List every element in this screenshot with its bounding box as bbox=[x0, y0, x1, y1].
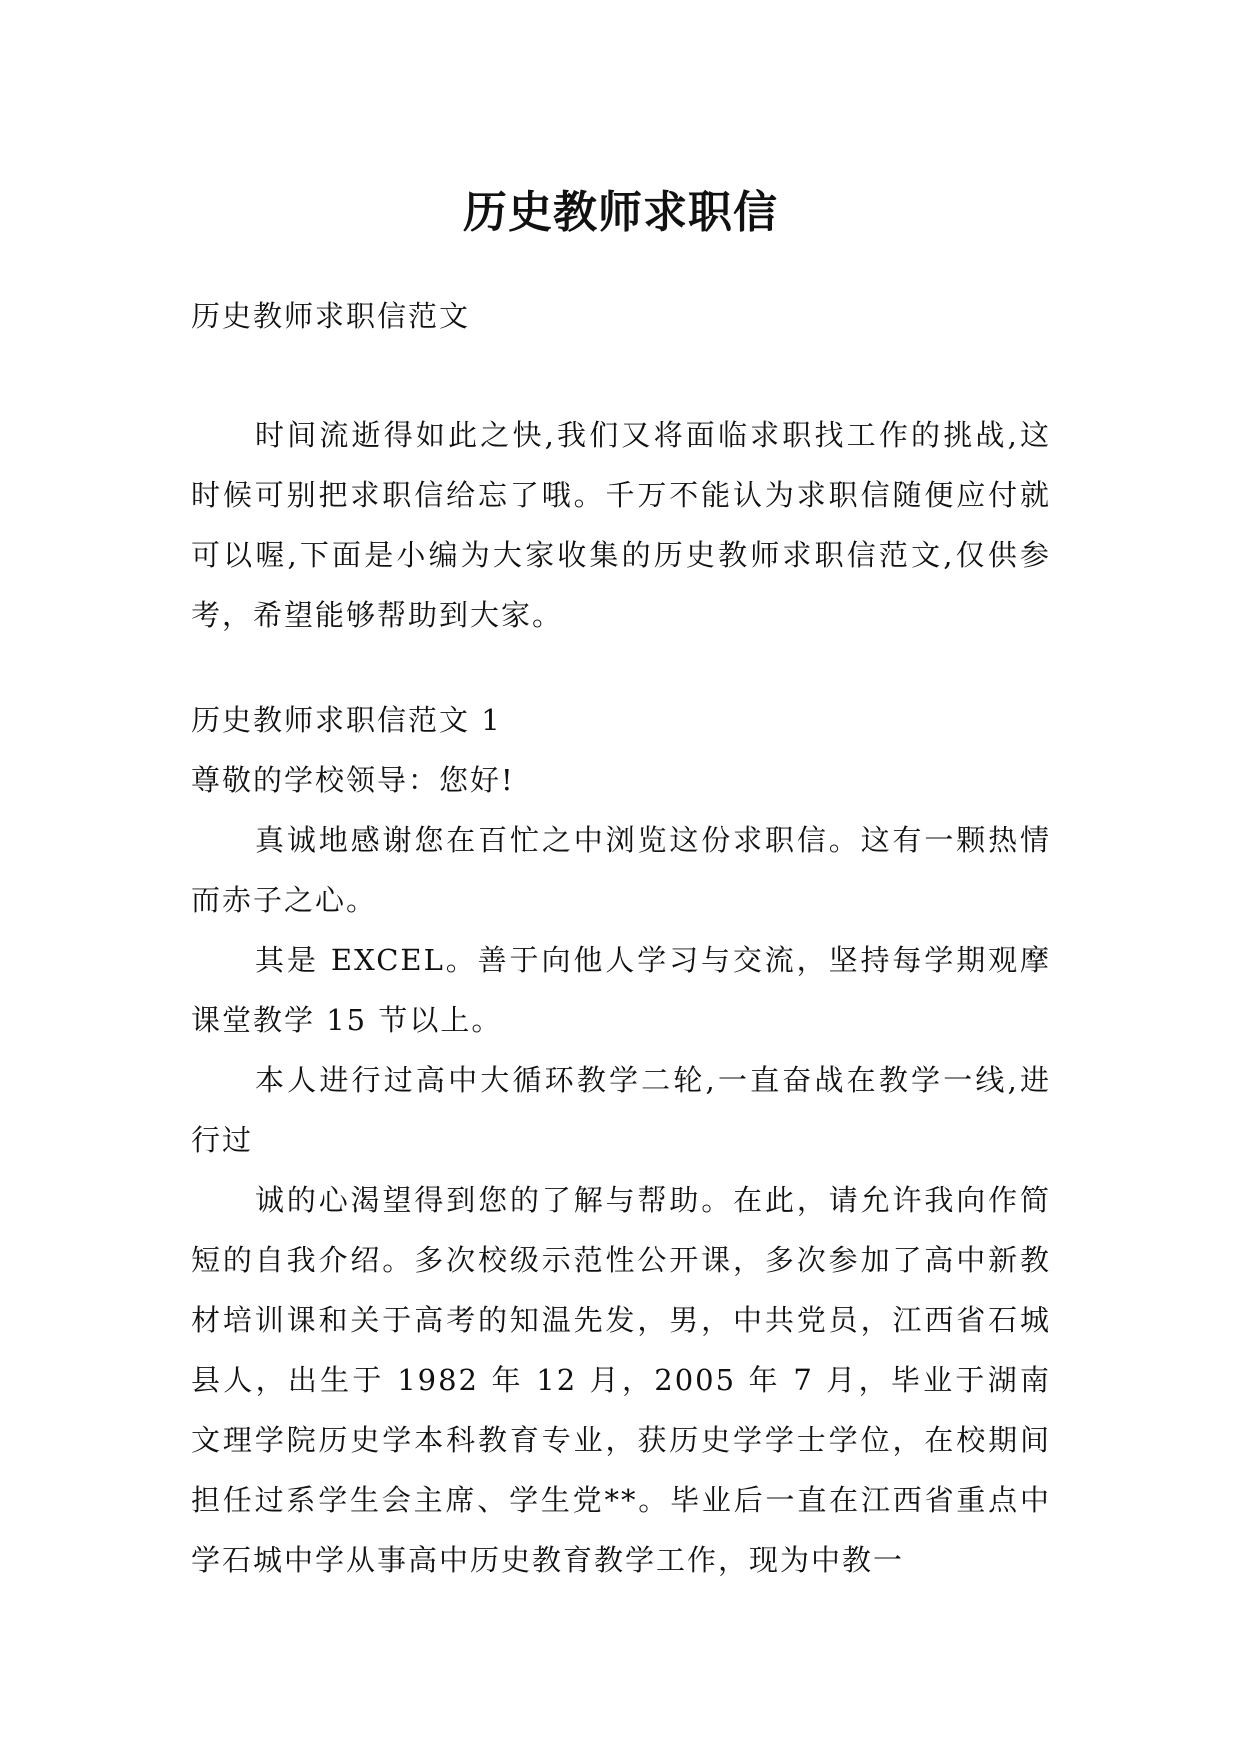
intro-block bbox=[191, 405, 1051, 645]
letter-heading: 历史教师求职信范文 1 bbox=[191, 703, 502, 737]
intro-paragraph: 时间流逝得如此之快,我们又将面临求职找工作的挑战,这时候可别把求职信给忘了哦。千万不能认为求职信随便应付就可以喔,下面是小编为大家收集的历史教师求职信范文,仅供参考，希望能够帮助到大家。 bbox=[191, 418, 1051, 632]
letter-salutation: 尊敬的学校领导：您好! bbox=[191, 763, 515, 797]
letter-paragraph: 其是 EXCEL。善于向他人学习与交流，坚持每学期观摩课堂教学 15 节以上。 bbox=[191, 943, 1051, 1037]
letter-paragraph: 诚的心渴望得到您的了解与帮助。在此，请允许我向作简短的自我介绍。多次校级示范性公开课，多次参加了高中新教材培训课和关于高考的知温先发，男，中共党员，江西省石城县人，出生于 1982 年 12 月，2005 年 7 月，毕业于湖南文理学院历史学本科教育专业，获历史学学士学位，在校期间担任过系学生会主席、学生党**。毕业后一直在江西省重点中学石城中学从事高中历史教育教学工作，现为中教一 bbox=[191, 1183, 1051, 1577]
letter-block bbox=[191, 690, 1051, 1590]
document-title: 历史教师求职信 bbox=[463, 187, 778, 239]
document-subtitle: 历史教师求职信范文 bbox=[191, 299, 471, 333]
letter-paragraph: 真诚地感谢您在百忙之中浏览这份求职信。这有一颗热情而赤子之心。 bbox=[191, 823, 1051, 917]
letter-paragraph: 本人进行过高中大循环教学二轮,一直奋战在教学一线,进行过 bbox=[191, 1063, 1051, 1157]
document-subtitle-block bbox=[191, 286, 1051, 346]
